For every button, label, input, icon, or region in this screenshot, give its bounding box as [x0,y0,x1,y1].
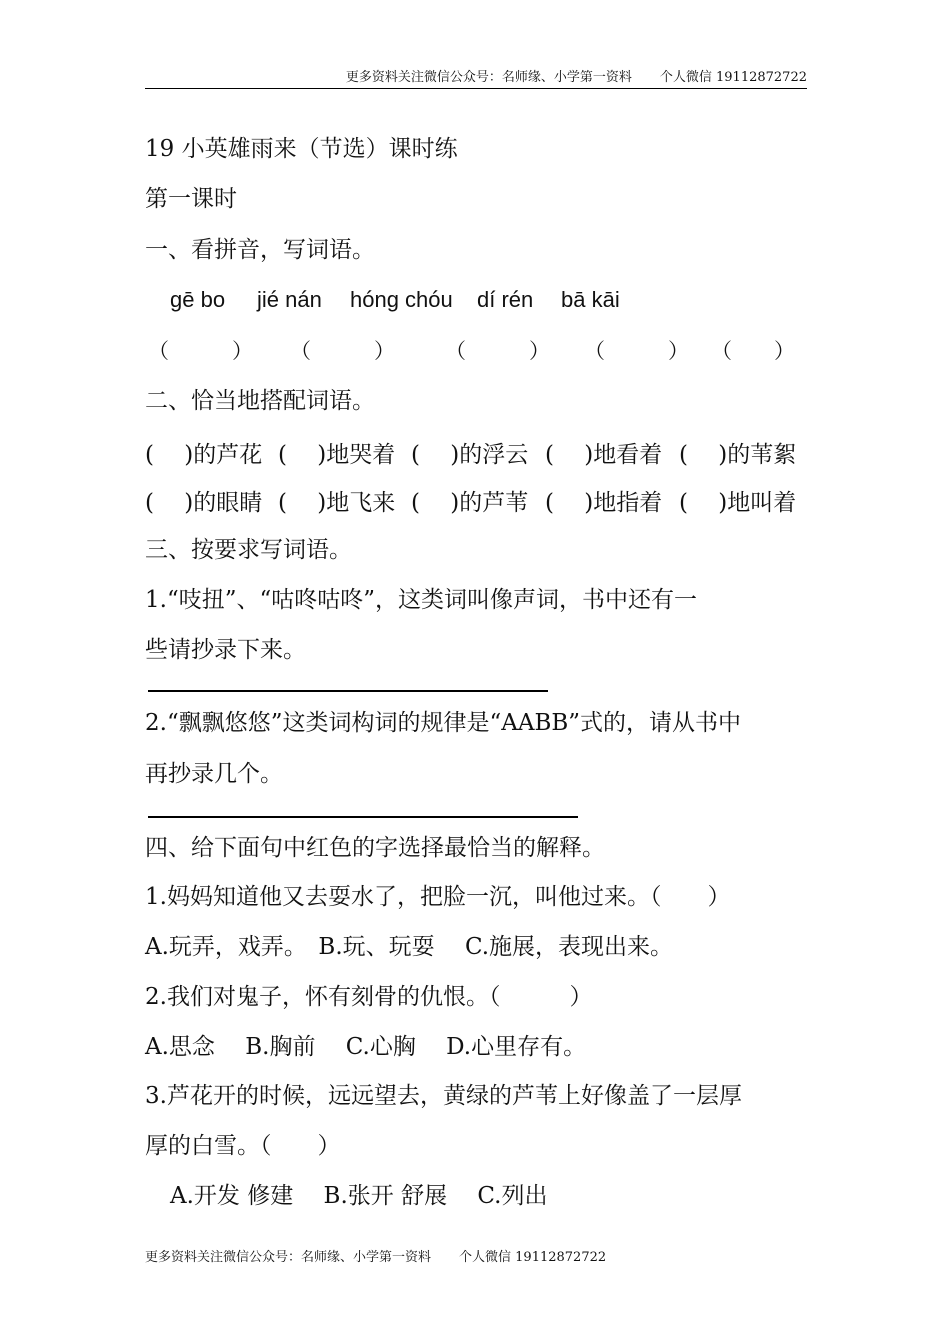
q4-2: 2.我们对鬼子，怀有刻骨的仇恨。（ ） [145,984,593,1010]
match-item[interactable]: ( )地指着 [545,490,663,516]
answer-blank-4[interactable]: （ ） [584,339,689,363]
q4-3-line1: 3.芦花开的时候，远远望去，黄绿的芦苇上好像盖了一层厚 [145,1083,742,1109]
pinyin-2: jié nán [257,287,322,312]
header-source: 更多资料关注微信公众号：名师缘、小学第一资料 [345,70,632,85]
q4-1-options: A.玩弄，戏弄。 B.玩、玩耍 C.施展，表现出来。 [145,934,674,960]
pinyin-4: dí rén [477,287,534,312]
section4-heading: 四、给下面句中红色的字选择最恰当的解释。 [145,835,605,861]
header-contact: 个人微信 19112872722 [659,70,807,85]
match-item[interactable]: ( )地叫着 [679,490,797,516]
answer-blank-2[interactable]: （ ） [290,339,395,363]
q3-2-line1: 2.“飘飘悠悠”这类词构词的规律是“AABB”式的，请从书中 [145,710,742,736]
q4-1: 1.妈妈知道他又去耍水了，把脸一沉，叫他过来。（ ） [145,884,731,910]
footer-source: 更多资料关注微信公众号：名师缘、小学第一资料 [145,1250,432,1265]
q3-2-line2: 再抄录几个。 [145,761,283,787]
match-item[interactable]: ( )地看着 [545,442,663,468]
match-item[interactable]: ( )地哭着 [278,442,396,468]
match-item[interactable]: ( )的眼睛 [145,490,263,516]
section3-heading: 三、按要求写词语。 [145,537,352,563]
match-item[interactable]: ( )地飞来 [278,490,396,516]
page-footer [145,1246,606,1265]
match-item[interactable]: ( )的芦苇 [411,490,529,516]
header-rule [145,88,807,89]
q4-3-line2: 厚的白雪。（ ） [145,1133,341,1159]
answer-blank-5[interactable]: （ ） [711,339,795,363]
q4-3-options: A.开发 修建 B.张开 舒展 C.列出 [170,1183,548,1209]
doc-title: 19 小英雄雨来（节选）课时练 [145,136,458,162]
section1-heading: 一、看拼音，写词语。 [145,237,375,263]
match-item[interactable]: ( )的苇絮 [679,442,797,468]
pinyin-1: gē bo [170,287,226,312]
lesson-subtitle: 第一课时 [145,186,237,212]
answer-line-1[interactable] [148,690,548,692]
pinyin-5: bā kāi [561,287,620,312]
answer-blank-3[interactable]: （ ） [445,339,550,363]
q3-1-line1: 1.“吱扭”、“咕咚咕咚”，这类词叫像声词，书中还有一 [145,587,697,613]
answer-blank-1[interactable]: （ ） [148,339,253,363]
page-header [145,66,807,86]
q4-2-options: A.思念 B.胸前 C.心胸 D.心里存有。 [145,1034,587,1060]
q3-1-line2: 些请抄录下来。 [145,637,306,663]
pinyin-3: hóng chóu [350,287,453,312]
footer-contact: 个人微信 19112872722 [459,1250,607,1265]
answer-line-2[interactable] [148,816,578,818]
section2-heading: 二、恰当地搭配词语。 [145,388,375,414]
match-item[interactable]: ( )的芦花 [145,442,263,468]
match-item[interactable]: ( )的浮云 [411,442,529,468]
